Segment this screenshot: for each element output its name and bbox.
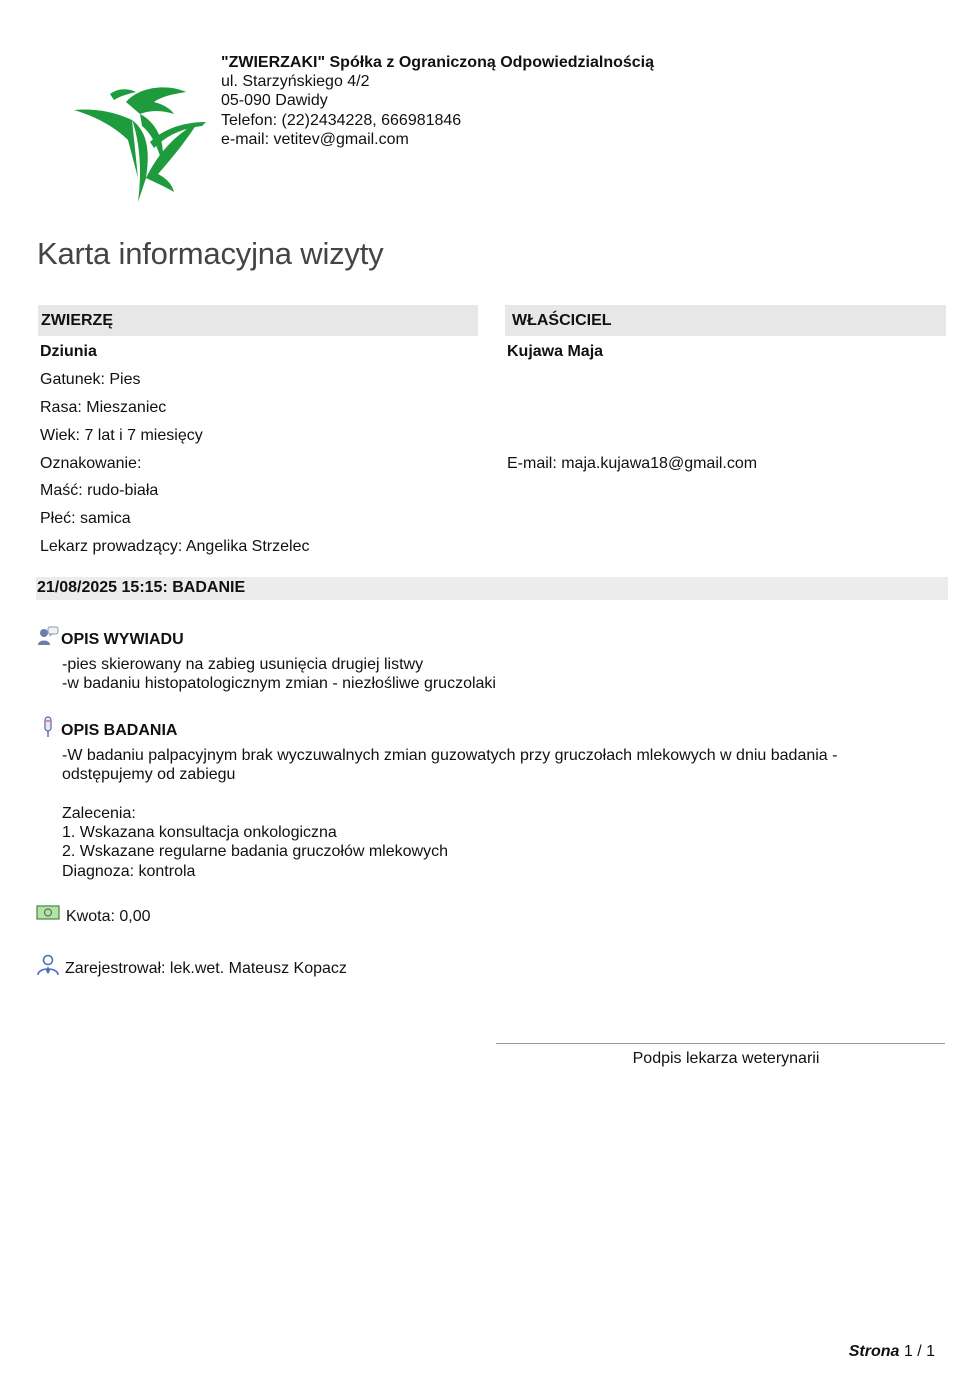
- animal-color: Maść: rudo-biała: [40, 482, 159, 499]
- owner-name: Kujawa Maja: [507, 343, 604, 360]
- exam-icon: [42, 716, 54, 738]
- exam-title: OPIS BADANIA: [61, 722, 178, 739]
- interview-text: -pies skierowany na zabieg usunięcia drugiej listwy -w badaniu histopatologicznym zmian - niezłośliwe gruczolaki: [62, 656, 496, 693]
- registered-by: Zarejestrował: lek.wet. Mateusz Kopacz: [65, 960, 347, 977]
- amount: Kwota: 0,00: [66, 908, 151, 925]
- company-city: 05-090 Dawidy: [221, 92, 328, 110]
- animal-sex: Płeć: samica: [40, 510, 131, 527]
- company-info: [221, 53, 654, 149]
- company-phone: Telefon: (22)2434228, 666981846: [221, 111, 462, 129]
- animal-vet: Lekarz prowadzący: Angelika Strzelec: [40, 538, 310, 555]
- page-total: / 1: [917, 1343, 935, 1360]
- company-street: ul. Starzyńskiego 4/2: [221, 73, 370, 91]
- animal-breed: Rasa: Mieszaniec: [40, 399, 167, 416]
- page-word: Strona: [848, 1343, 900, 1360]
- animal-marking: Oznakowanie:: [40, 455, 142, 472]
- interview-title: OPIS WYWIADU: [61, 631, 184, 648]
- company-name: "ZWIERZAKI" Spółka z Ograniczoną Odpowiedzialnością: [221, 54, 654, 71]
- money-icon: [36, 905, 60, 920]
- interview-icon: [37, 626, 59, 646]
- animal-section-header: ZWIERZĘ: [38, 305, 478, 336]
- visit-header: 21/08/2025 15:15: BADANIE: [36, 577, 948, 600]
- page-footer: [849, 1343, 935, 1361]
- exam-text: -W badaniu palpacyjnym brak wyczuwalnych zmian guzowatych przy gruczołach mlekowych w dniu badania - odstępujemy od zabiegu Zalecenia: 1. Wskazana konsultacja onkologiczna 2. Wskazane regularne badania gruczołów mlekowych Diagnoza: kontrola: [62, 747, 838, 880]
- page-number: 1: [903, 1343, 913, 1360]
- signature-label: Podpis lekarza weterynarii: [632, 1050, 820, 1067]
- animal-age: Wiek: 7 lat i 7 miesięcy: [40, 427, 203, 444]
- signature-line: [496, 1043, 945, 1044]
- animal-species: Gatunek: Pies: [40, 371, 141, 388]
- user-icon: [36, 954, 60, 976]
- company-email: e-mail: vetitev@gmail.com: [221, 130, 409, 148]
- logo-icon: [70, 82, 210, 210]
- owner-email: E-mail: maja.kujawa18@gmail.com: [507, 455, 758, 472]
- owner-section-header: WŁAŚCICIEL: [505, 305, 946, 336]
- document-title: Karta informacyjna wizyty: [37, 236, 384, 271]
- animal-name: Dziunia: [40, 343, 97, 360]
